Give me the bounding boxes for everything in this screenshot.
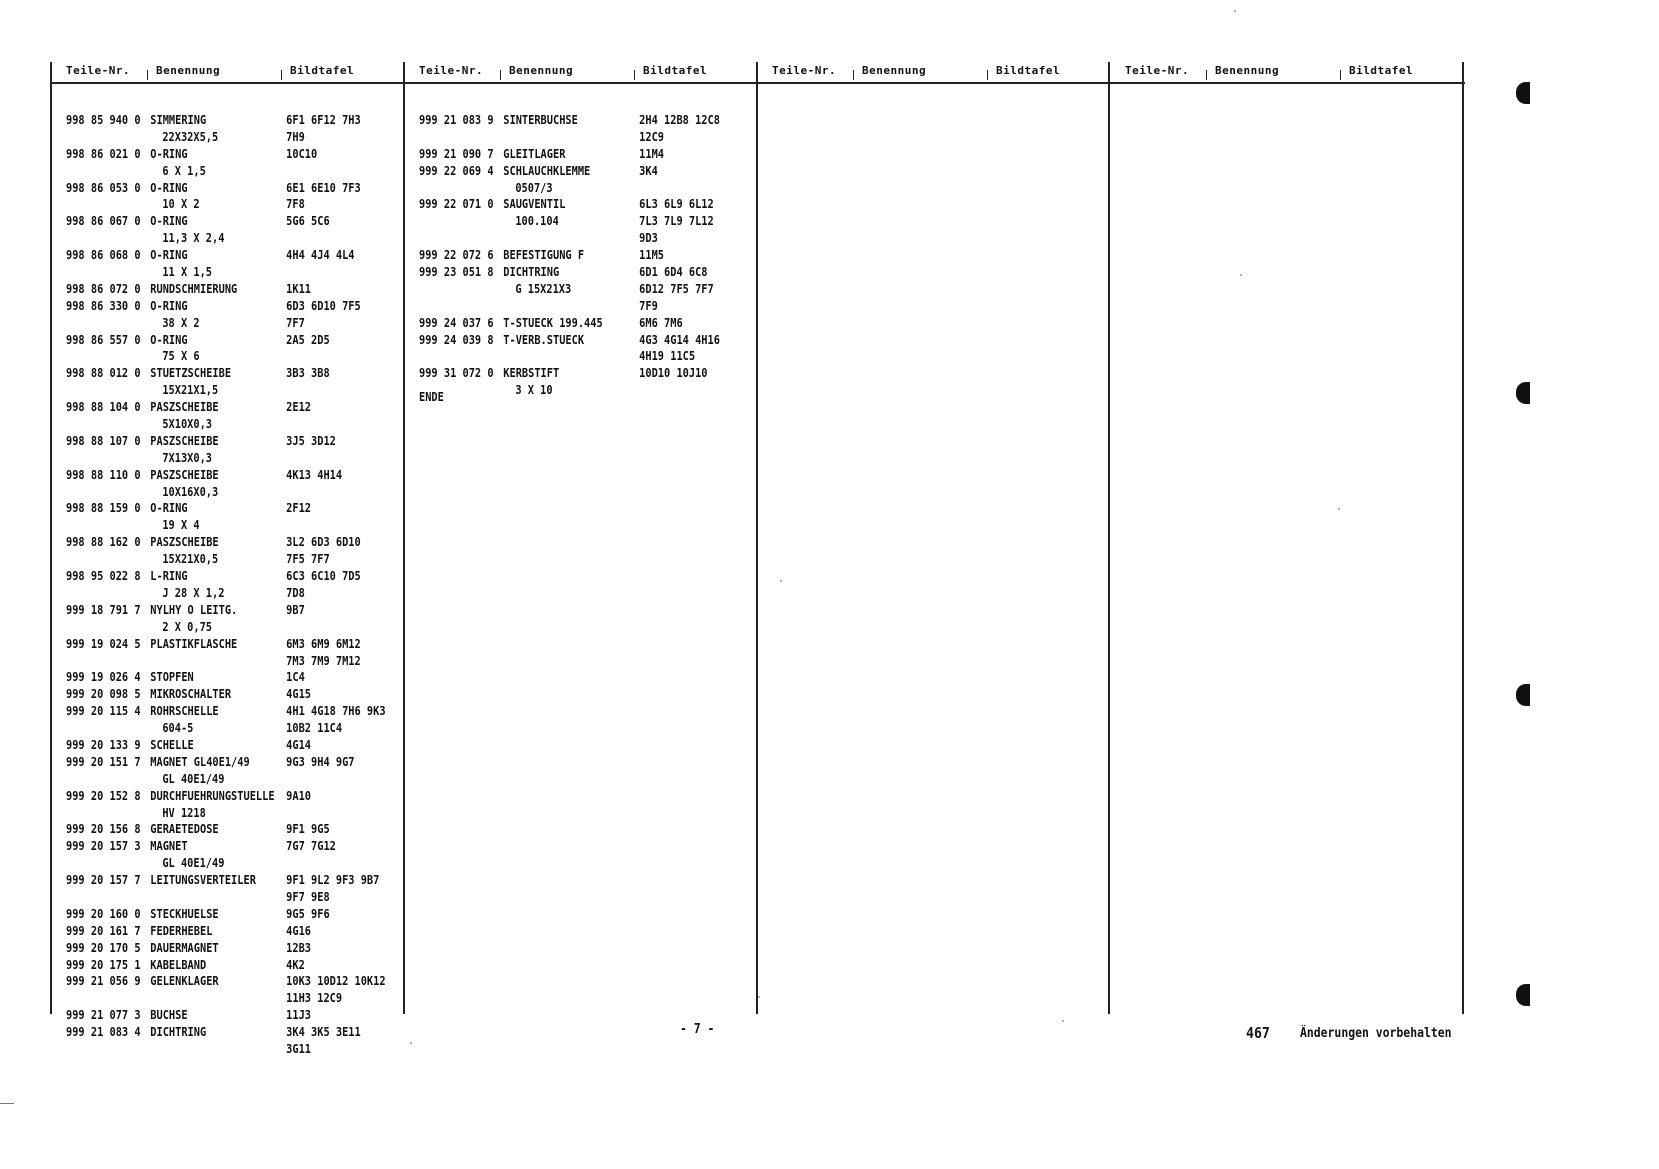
part-name: O-RING	[150, 146, 188, 161]
plate-reference: 3K4 3K5 3E11	[286, 1025, 361, 1040]
part-name-continuation: 5X10X0,3	[162, 417, 213, 432]
part-number: 999 20 161 7	[66, 923, 141, 938]
part-name: SIMMERING	[150, 113, 207, 127]
part-name-continuation: 15X21X0,5	[162, 552, 219, 567]
part-number: 999 31 072 0	[419, 366, 494, 381]
header-name: Benennung	[1215, 64, 1280, 77]
header-plate: Bildtafel	[290, 64, 355, 77]
part-name: SAUGVENTIL	[503, 197, 566, 212]
part-name: DAUERMAGNET	[150, 940, 219, 955]
part-number: 999 20 098 5	[66, 687, 141, 702]
part-number: 998 88 107 0	[66, 433, 141, 448]
plate-reference: 7F7	[286, 315, 305, 330]
plate-reference: 6C3 6C10 7D5	[286, 569, 361, 584]
plate-reference: 9F7 9E8	[286, 889, 330, 904]
punch-hole-2	[1516, 382, 1530, 404]
part-name: SCHLAUCHKLEMME	[503, 163, 591, 178]
part-name: KERBSTIFT	[503, 366, 560, 381]
part-number: 998 88 110 0	[66, 467, 141, 482]
part-name: PASZSCHEIBE	[150, 400, 219, 415]
part-number: 999 20 175 1	[66, 957, 141, 972]
part-number: 999 24 039 8	[419, 332, 494, 347]
plate-reference: 6D12 7F5 7F7	[639, 281, 714, 296]
scan-speck	[1062, 1020, 1064, 1022]
part-name: NYLHY O LEITG.	[150, 602, 238, 617]
column-divider-3	[1108, 62, 1110, 1014]
plate-reference: 9F1 9G5	[286, 822, 330, 837]
plate-reference: 7L3 7L9 7L12	[639, 214, 714, 229]
plate-reference: 6F1 6F12 7H3	[286, 113, 361, 127]
plate-reference: 10K3 10D12 10K12	[286, 974, 386, 989]
plate-reference: 6D1 6D4 6C8	[639, 265, 708, 280]
plate-reference: 7F9	[639, 298, 658, 313]
part-name-continuation: 11 X 1,5	[162, 265, 213, 280]
plate-reference: 10B2 11C4	[286, 721, 343, 736]
plate-reference: 10C10	[286, 146, 318, 161]
part-name: STECKHUELSE	[150, 906, 219, 921]
plate-reference: 9A10	[286, 788, 312, 803]
plate-reference: 3J5 3D12	[286, 433, 336, 448]
plate-reference: 12C9	[639, 129, 665, 144]
part-number: 999 21 077 3	[66, 1008, 141, 1023]
part-name: SCHELLE	[150, 737, 194, 752]
part-name: GELENKLAGER	[150, 974, 219, 989]
part-name-continuation: 7X13X0,3	[162, 450, 213, 465]
part-name: O-RING	[150, 501, 188, 516]
part-number: 998 88 104 0	[66, 400, 141, 415]
part-name: L-RING	[150, 569, 188, 584]
plate-reference: 9G3 9H4 9G7	[286, 754, 355, 769]
plate-reference: 5G6 5C6	[286, 214, 330, 229]
plate-reference: 2H4 12B8 12C8	[639, 113, 720, 127]
part-name: O-RING	[150, 214, 188, 229]
part-number: 998 88 012 0	[66, 366, 141, 381]
header-name: Benennung	[509, 64, 574, 77]
part-number: 999 20 151 7	[66, 754, 141, 769]
plate-reference: 4G14	[286, 737, 312, 752]
change-notice: Änderungen vorbehalten	[1300, 1026, 1452, 1041]
part-name-continuation: GL 40E1/49	[162, 856, 225, 871]
part-name-continuation: 100.104	[515, 214, 559, 229]
part-number: 998 86 021 0	[66, 146, 141, 161]
part-number: 998 86 068 0	[66, 248, 141, 263]
header-part-no: Teile-Nr.	[66, 64, 131, 77]
part-name-continuation: GL 40E1/49	[162, 771, 225, 786]
part-name-continuation: 3 X 10	[515, 383, 553, 398]
plate-reference: 6E1 6E10 7F3	[286, 180, 361, 195]
part-number: 998 86 330 0	[66, 298, 141, 313]
plate-reference: 4G16	[286, 923, 312, 938]
part-number: 999 20 115 4	[66, 704, 141, 719]
plate-reference: 4G3 4G14 4H16	[639, 332, 720, 347]
part-name-continuation: 19 X 4	[162, 518, 200, 533]
plate-reference: 9G5 9F6	[286, 906, 330, 921]
plate-reference: 11M5	[639, 248, 665, 263]
part-name: PASZSCHEIBE	[150, 535, 219, 550]
part-name-continuation: G 15X21X3	[515, 281, 572, 296]
part-number: 998 86 053 0	[66, 180, 141, 195]
part-name: ROHRSCHELLE	[150, 704, 219, 719]
part-name: O-RING	[150, 332, 188, 347]
plate-reference: 7F5 7F7	[286, 552, 330, 567]
part-name-continuation: HV 1218	[162, 805, 206, 820]
part-number: 999 20 170 5	[66, 940, 141, 955]
plate-reference: 4G15	[286, 687, 312, 702]
plate-reference: 3L2 6D3 6D10	[286, 535, 361, 550]
plate-reference: 7D8	[286, 585, 305, 600]
part-name: T-STUECK 199.445	[503, 315, 603, 330]
plate-reference: 7F8	[286, 197, 305, 212]
plate-reference: 4H19 11C5	[639, 349, 696, 364]
part-name: MAGNET	[150, 839, 188, 854]
header-plate: Bildtafel	[1349, 64, 1414, 77]
plate-reference: 2A5 2D5	[286, 332, 330, 347]
plate-reference: 6L3 6L9 6L12	[639, 197, 714, 212]
part-number: 998 86 072 0	[66, 281, 141, 296]
part-number: 999 23 051 8	[419, 265, 494, 280]
part-name: STUETZSCHEIBE	[150, 366, 232, 381]
header-plate: Bildtafel	[996, 64, 1061, 77]
plate-reference: 6M3 6M9 6M12	[286, 636, 361, 651]
scan-speck	[1240, 274, 1242, 276]
scan-speck	[410, 1042, 412, 1044]
part-name: GLEITLAGER	[503, 146, 566, 161]
part-name-continuation: 15X21X1,5	[162, 383, 219, 398]
part-name-continuation: 10X16X0,3	[162, 484, 219, 499]
scan-mark	[0, 1103, 14, 1104]
part-number: 999 21 056 9	[66, 974, 141, 989]
plate-reference: 6M6 7M6	[639, 315, 683, 330]
part-name: DICHTRING	[150, 1025, 207, 1040]
part-name: MAGNET GL40E1/49	[150, 754, 250, 769]
plate-reference: 9B7	[286, 602, 305, 617]
punch-hole-1	[1516, 82, 1530, 104]
plate-reference: 3B3 3B8	[286, 366, 330, 381]
part-name-continuation: 75 X 6	[162, 349, 200, 364]
plate-reference: 11H3 12C9	[286, 991, 343, 1006]
part-name: O-RING	[150, 298, 188, 313]
plate-reference: 10D10 10J10	[639, 366, 708, 381]
plate-reference: 11J3	[286, 1008, 312, 1023]
column-divider-1	[403, 62, 405, 1014]
scan-speck	[780, 580, 782, 582]
part-number: 999 21 090 7	[419, 146, 494, 161]
catalog-code: 467	[1246, 1024, 1270, 1042]
part-number: 999 19 024 5	[66, 636, 141, 651]
part-number: 998 95 022 8	[66, 569, 141, 584]
part-name-continuation: 6 X 1,5	[162, 163, 206, 178]
part-number: 999 22 069 4	[419, 163, 494, 178]
part-name: O-RING	[150, 248, 188, 263]
part-name: DICHTRING	[503, 265, 560, 280]
punch-hole-4	[1516, 984, 1530, 1006]
punch-hole-3	[1516, 684, 1530, 706]
part-name-continuation: J 28 X 1,2	[162, 585, 225, 600]
header-plate: Bildtafel	[643, 64, 708, 77]
part-name-continuation: 38 X 2	[162, 315, 200, 330]
plate-reference: 3G11	[286, 1041, 312, 1056]
part-number: 999 20 152 8	[66, 788, 141, 803]
part-name-continuation: 0507/3	[515, 180, 553, 195]
header-name: Benennung	[862, 64, 927, 77]
header-part-no: Teile-Nr.	[419, 64, 484, 77]
part-name: FEDERHEBEL	[150, 923, 213, 938]
scan-speck	[758, 996, 760, 998]
header-name: Benennung	[156, 64, 221, 77]
part-number: 999 18 791 7	[66, 602, 141, 617]
plate-reference: 9D3	[639, 231, 658, 246]
part-name: LEITUNGSVERTEILER	[150, 873, 256, 888]
part-number: 999 20 157 7	[66, 873, 141, 888]
part-name: PLASTIKFLASCHE	[150, 636, 238, 651]
part-name-continuation: 11,3 X 2,4	[162, 231, 225, 246]
part-number: 998 88 159 0	[66, 501, 141, 516]
plate-reference: 4K13 4H14	[286, 467, 343, 482]
part-name: PASZSCHEIBE	[150, 433, 219, 448]
part-name: BEFESTIGUNG F	[503, 248, 585, 263]
part-name: O-RING	[150, 180, 188, 195]
plate-reference: 12B3	[286, 940, 312, 955]
part-name-continuation: 22X32X5,5	[162, 129, 219, 144]
plate-reference: 1K11	[286, 281, 312, 296]
part-number: 998 85 940 0	[66, 113, 141, 127]
part-number: 998 86 557 0	[66, 332, 141, 347]
part-number: 999 24 037 6	[419, 315, 494, 330]
plate-reference: 6D3 6D10 7F5	[286, 298, 361, 313]
part-number: 999 22 072 6	[419, 248, 494, 263]
plate-reference: 7M3 7M9 7M12	[286, 653, 361, 668]
plate-reference: 11M4	[639, 146, 665, 161]
part-name: DURCHFUEHRUNGSTUELLE	[150, 788, 275, 803]
part-name: BUCHSE	[150, 1008, 188, 1023]
plate-reference: 2F12	[286, 501, 312, 516]
part-name: PASZSCHEIBE	[150, 467, 219, 482]
part-name: T-VERB.STUECK	[503, 332, 585, 347]
plate-reference: 7H9	[286, 129, 305, 144]
part-number: 999 19 026 4	[66, 670, 141, 685]
scan-speck	[1338, 508, 1340, 510]
part-name-continuation: 10 X 2	[162, 197, 200, 212]
part-number: 999 21 083 9	[419, 113, 494, 127]
part-number: 998 86 067 0	[66, 214, 141, 229]
scan-speck	[1234, 10, 1236, 12]
part-name-continuation: 2 X 0,75	[162, 619, 213, 634]
part-name: STOPFEN	[150, 670, 194, 685]
plate-reference: 4K2	[286, 957, 305, 972]
plate-reference: 1C4	[286, 670, 305, 685]
column-divider-2	[756, 62, 758, 1014]
column-divider-right	[1462, 62, 1464, 1014]
plate-reference: 4H4 4J4 4L4	[286, 248, 355, 263]
header-part-no: Teile-Nr.	[1125, 64, 1190, 77]
part-number: 998 88 162 0	[66, 535, 141, 550]
part-name: KABELBAND	[150, 957, 207, 972]
plate-reference: 9F1 9L2 9F3 9B7	[286, 873, 380, 888]
page-number: - 7 -	[680, 1022, 715, 1037]
plate-reference: 4H1 4G18 7H6 9K3	[286, 704, 386, 719]
part-name: RUNDSCHMIERUNG	[150, 281, 238, 296]
plate-reference: 2E12	[286, 400, 312, 415]
part-name: GERAETEDOSE	[150, 822, 219, 837]
column-divider-left	[50, 62, 52, 1014]
part-name: MIKROSCHALTER	[150, 687, 232, 702]
plate-reference: 7G7 7G12	[286, 839, 336, 854]
part-number: 999 21 083 4	[66, 1025, 141, 1040]
part-number: 999 20 156 8	[66, 822, 141, 837]
part-number: 999 22 071 0	[419, 197, 494, 212]
part-name: SINTERBUCHSE	[503, 113, 578, 127]
end-marker: ENDE	[419, 390, 444, 404]
part-number: 999 20 133 9	[66, 737, 141, 752]
plate-reference: 3K4	[639, 163, 658, 178]
part-number: 999 20 160 0	[66, 906, 141, 921]
part-number: 999 20 157 3	[66, 839, 141, 854]
part-name-continuation: 604-5	[162, 721, 194, 736]
header-part-no: Teile-Nr.	[772, 64, 837, 77]
